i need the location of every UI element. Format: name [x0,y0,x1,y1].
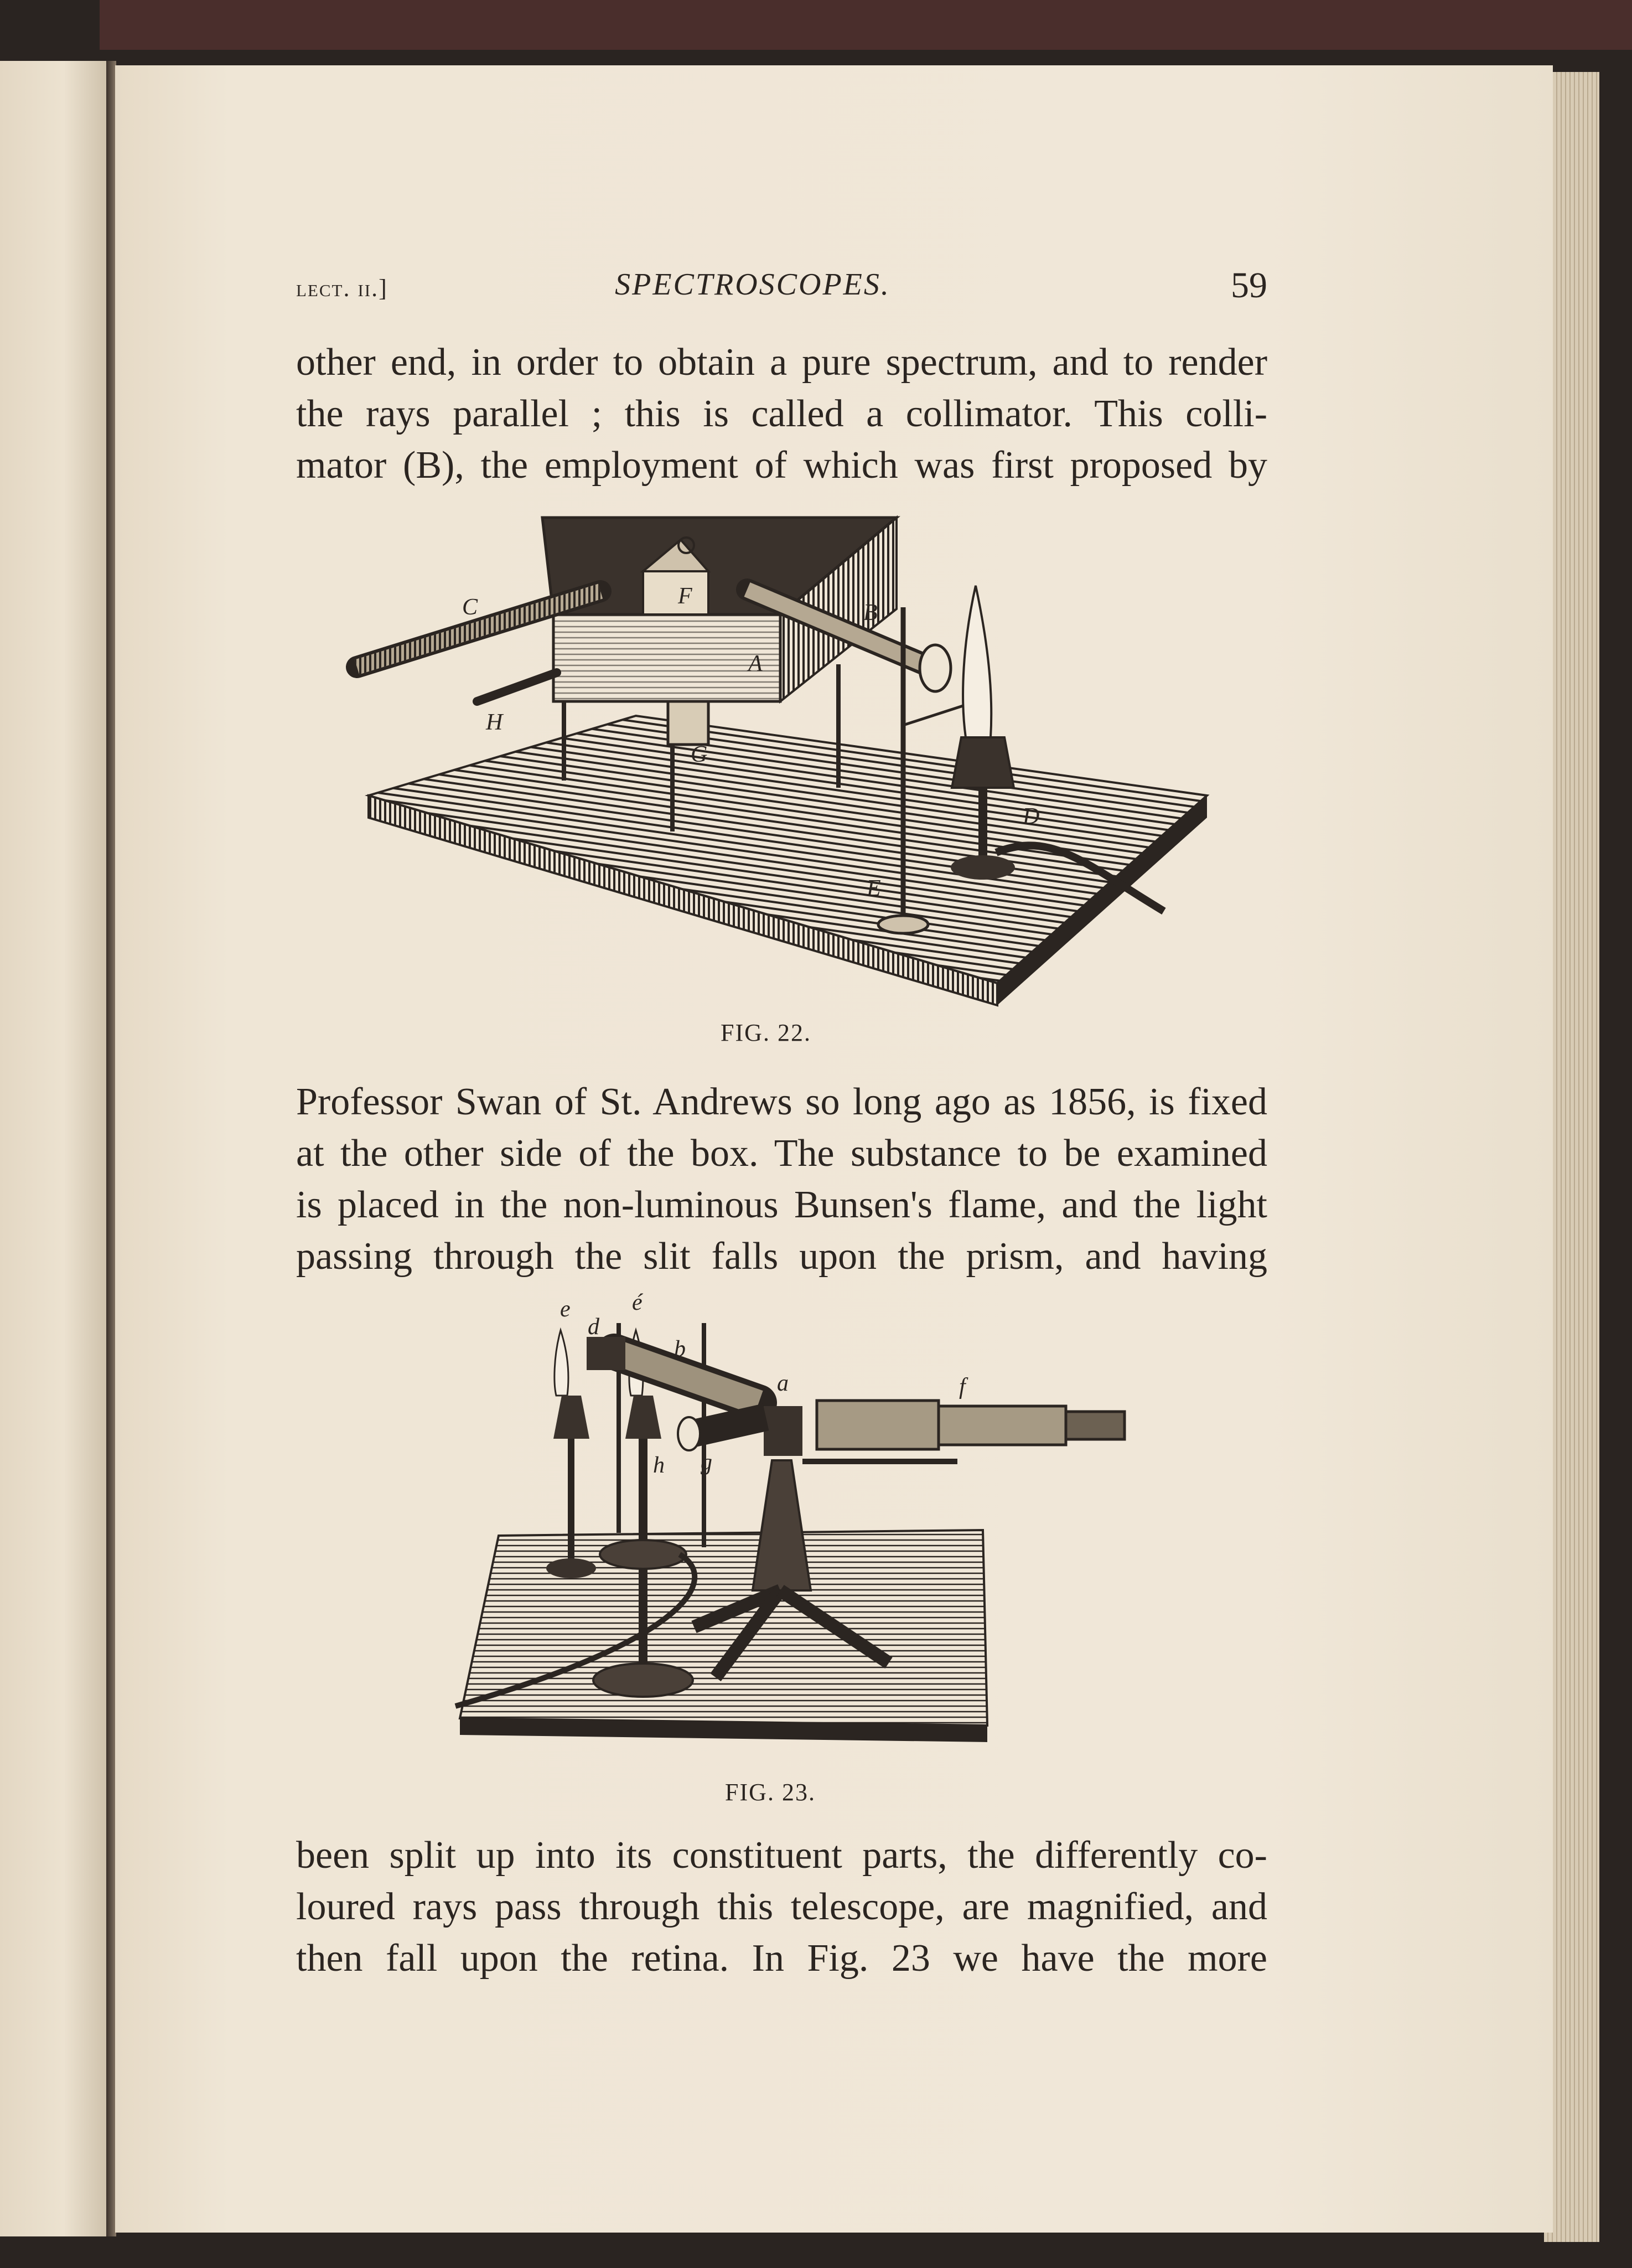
running-head-title: SPECTROSCOPES. [615,267,890,302]
text-line: been split up into its constituent parts, the differently co- [296,1834,1267,1877]
fig22-label-d: D [1023,804,1040,829]
text-line: mator (B), the employment of which was first proposed by [296,444,1267,487]
text-line: is placed in the non-luminous Bunsen's flame, and the light [296,1184,1267,1226]
figure-23-caption: FIG. 23. [725,1779,816,1806]
fig22-label-e: E [867,876,881,901]
fig23-collimator-b [587,1337,759,1403]
fig23-telescope-f [802,1401,1125,1461]
text-line: Professor Swan of St. Andrews so long ago as 1856, is fixed [296,1081,1267,1123]
fig23-label-f: f [959,1374,966,1399]
fig23-label-g: g [701,1450,712,1475]
text-line: other end, in order to obtain a pure spectrum, and to render [296,341,1267,384]
text-line: the rays parallel ; this is called a collimator. This colli- [296,392,1267,435]
fig22-label-f: F [678,583,692,609]
fig23-label-e: e [560,1296,571,1322]
fig23-label-a: a [777,1371,789,1396]
fig23-label-e-prime: é [632,1290,643,1315]
figure-22-caption: FIG. 22. [721,1019,811,1046]
fig22-label-h: H [486,710,503,735]
fig23-label-h: h [653,1453,665,1478]
text-line: passing through the slit falls upon the prism, and having [296,1235,1267,1278]
fig22-label-a: A [748,651,763,676]
fig22-label-g: G [691,742,708,767]
fig22-label-c: C [462,595,478,620]
fig22-label-b: B [863,600,878,626]
text-line: loured rays pass through this telescope, are magnified, and [296,1885,1267,1928]
page-number: 59 [1231,265,1267,306]
running-head-lecture: lect. ii.] [296,275,388,302]
fig23-label-d: d [588,1314,599,1340]
text-line: then fall upon the retina. In Fig. 23 we have the more [296,1937,1267,1980]
fig23-telescope-g [678,1417,766,1450]
fig23-board [460,1530,987,1742]
text-line: at the other side of the box. The substance to be examined [296,1132,1267,1175]
fig23-label-b: b [674,1336,686,1362]
